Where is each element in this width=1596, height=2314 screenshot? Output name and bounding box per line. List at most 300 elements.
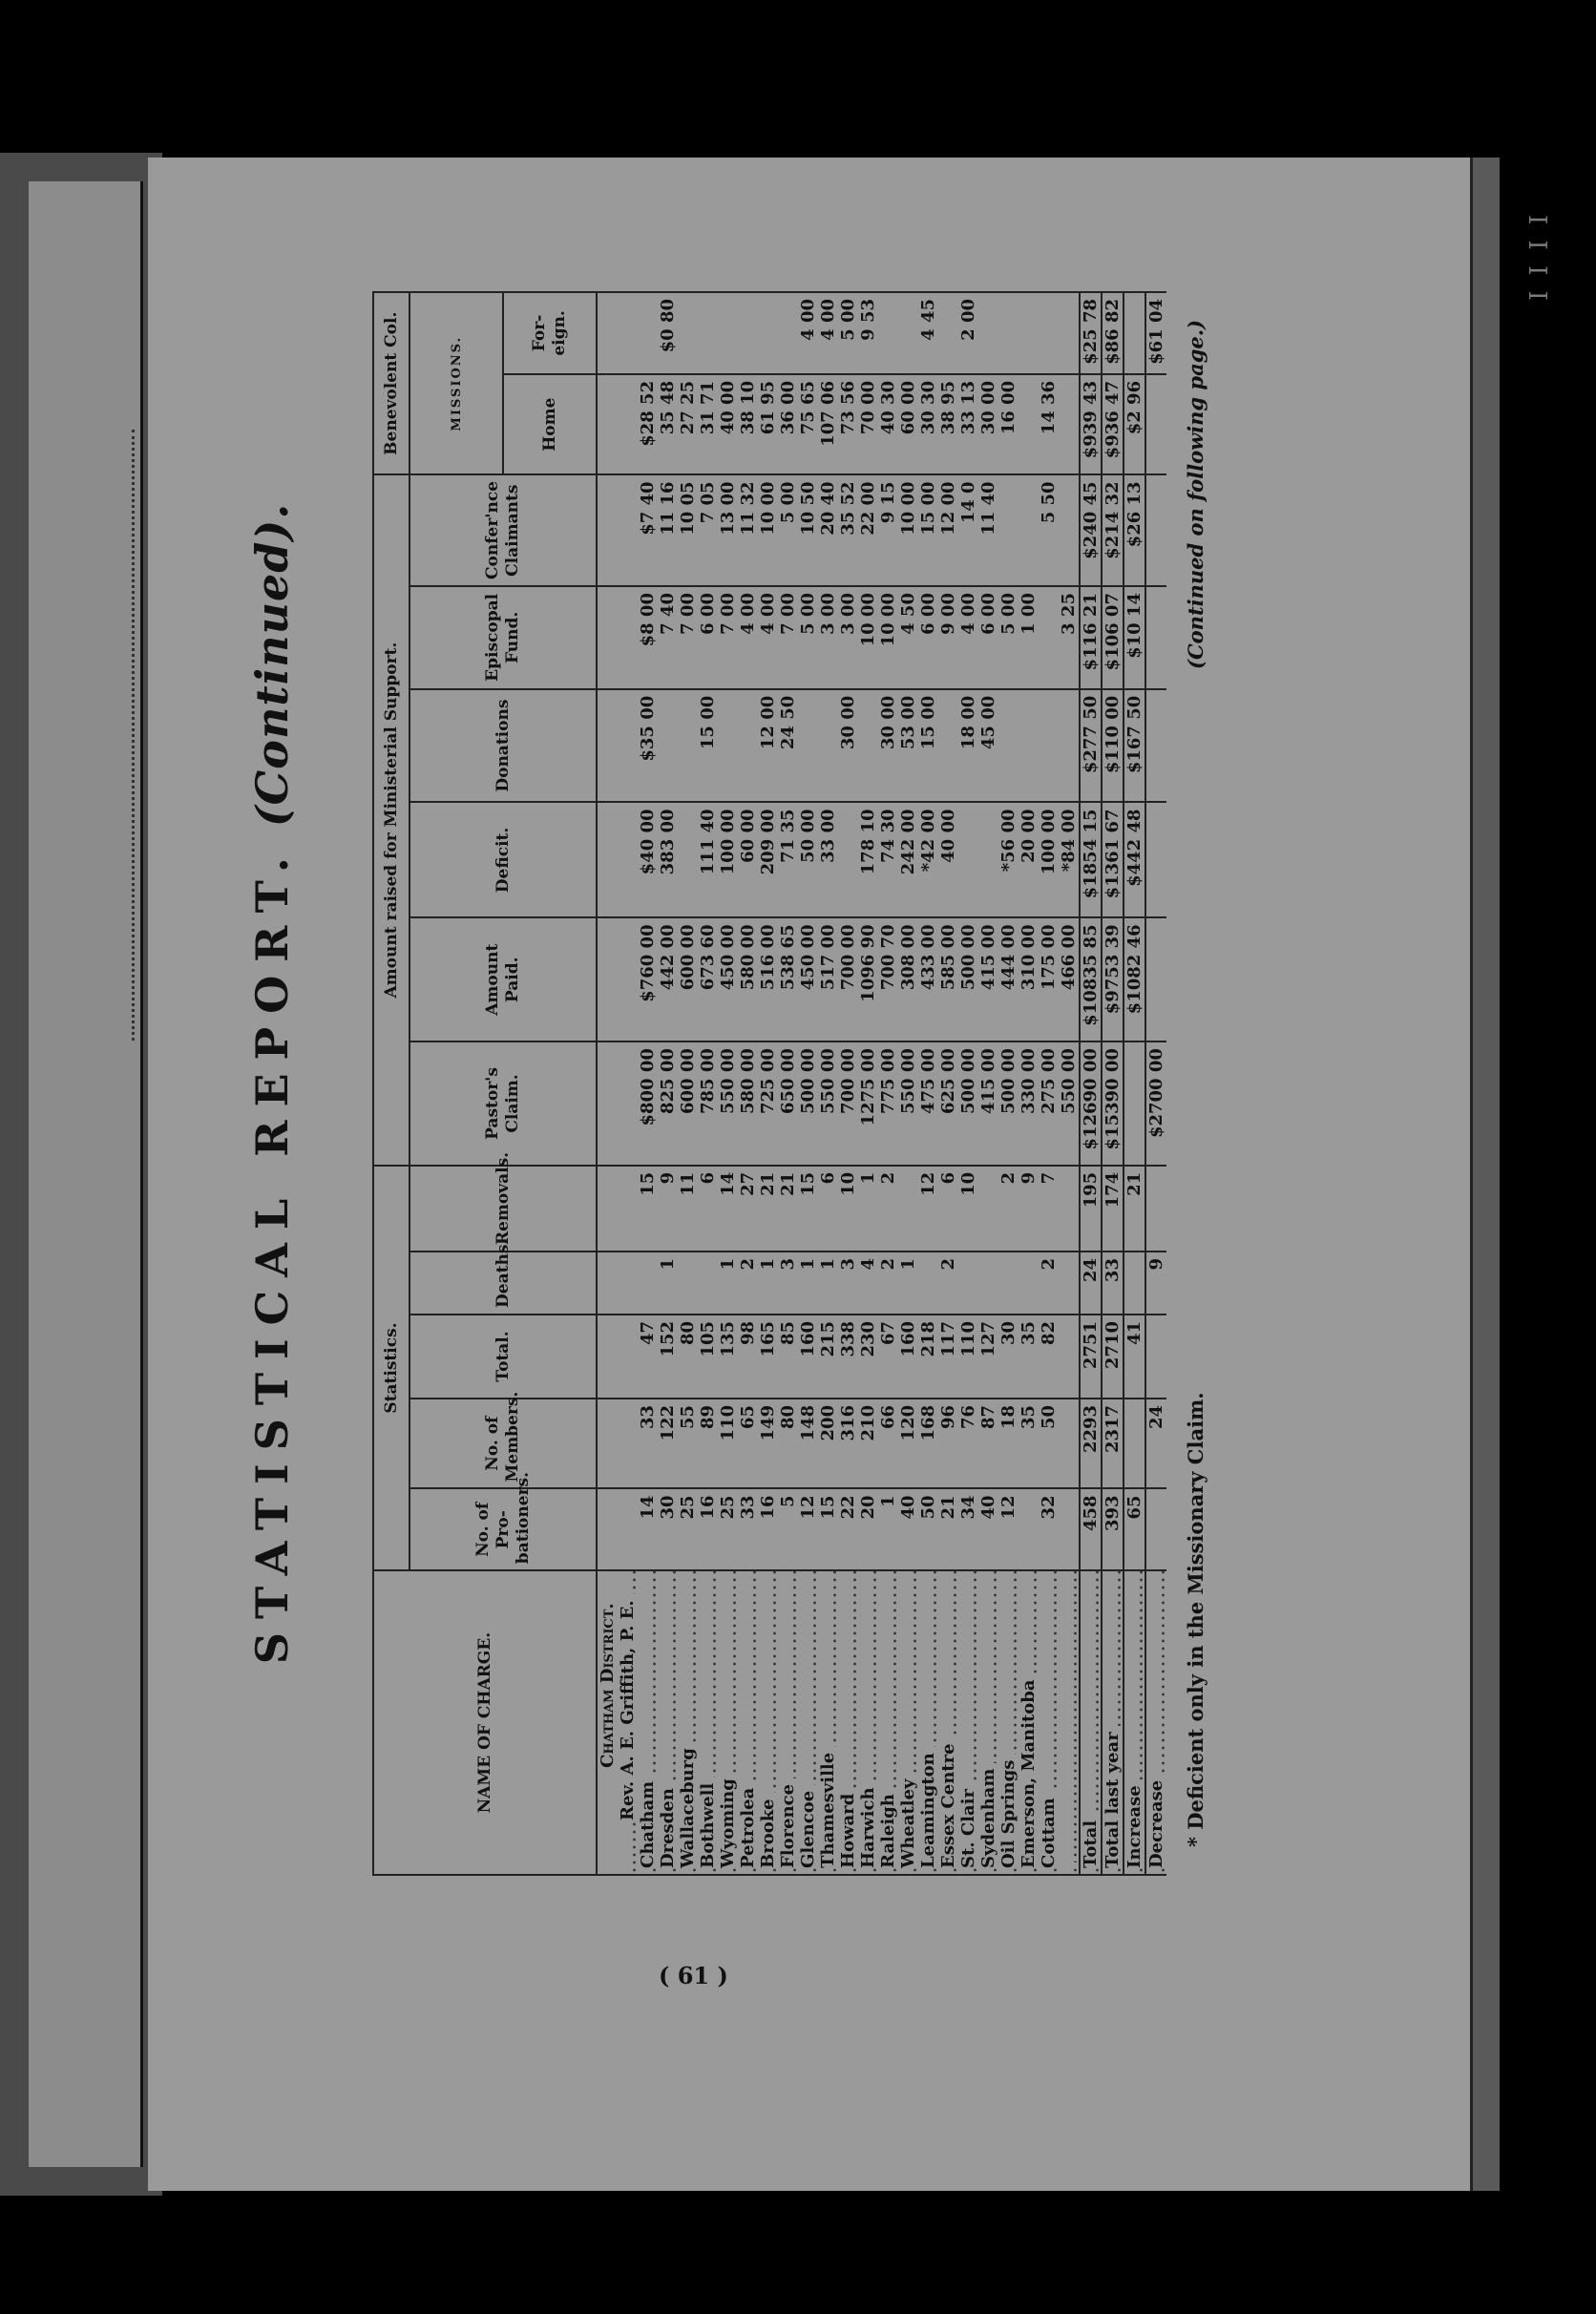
table-row [798, 292, 818, 1875]
cell-value: 14 36 [1039, 374, 1059, 475]
cell-value [618, 586, 638, 689]
cell-value [618, 1315, 638, 1399]
cell-value: 450 00 [718, 917, 738, 1041]
cell-value [1059, 1166, 1080, 1252]
cell-value: 316 [838, 1399, 858, 1489]
cell-value: 6 00 [698, 586, 718, 689]
charge-name-text: Total [1081, 1815, 1101, 1868]
cell-value: $1361 67 [1102, 802, 1124, 917]
cell-value [1145, 374, 1166, 475]
cell-value [1145, 1315, 1166, 1399]
report-title [229, 291, 315, 1876]
table-body [597, 292, 1166, 1875]
charge-name [758, 1570, 778, 1875]
cell-value [938, 292, 958, 374]
cell-value: 5 00 [998, 586, 1018, 689]
cell-value: 33 [738, 1488, 758, 1570]
cell-value: 625 00 [938, 1041, 958, 1166]
statistical-table [372, 291, 1166, 1876]
cell-value [618, 689, 638, 803]
cell-value: 122 [658, 1399, 678, 1489]
cell-value: $35 00 [638, 689, 658, 803]
cell-value: 16 [758, 1488, 778, 1570]
table-row [738, 292, 758, 1875]
cell-value [898, 292, 918, 374]
cell-value: 1 [758, 1252, 778, 1315]
charge-name [718, 1570, 738, 1875]
cell-value: 20 [858, 1488, 878, 1570]
cell-value: 50 [1039, 1399, 1059, 1489]
cell-value: 7 00 [678, 586, 698, 689]
charge-name-text: Wallaceburg [678, 1742, 698, 1868]
charge-name [1018, 1570, 1039, 1875]
cell-value: $12690 00 [1080, 1041, 1102, 1166]
cell-value [1059, 474, 1080, 586]
cell-value: 600 00 [678, 1041, 698, 1166]
cell-value: $167 50 [1124, 689, 1145, 803]
table-row [1018, 292, 1039, 1875]
cell-value: 71 35 [778, 802, 798, 917]
cell-value: 7 05 [698, 474, 718, 586]
cell-value: 14 [718, 1166, 738, 1252]
charge-name-text: Total last year [1102, 1726, 1123, 1868]
cell-value: 4 00 [738, 586, 758, 689]
cell-value: 2 [938, 1252, 958, 1315]
charge-name [738, 1570, 758, 1875]
cell-value: 433 00 [918, 917, 938, 1041]
cell-value: 550 00 [718, 1041, 738, 1166]
cell-value: 580 00 [738, 917, 758, 1041]
charge-name [597, 1570, 618, 1875]
charge-name-text: Florence [778, 1778, 798, 1868]
cell-value: 500 00 [798, 1041, 818, 1166]
cell-value: 98 [738, 1315, 758, 1399]
cell-value: 7 40 [658, 586, 678, 689]
cell-value: 195 [1080, 1166, 1102, 1252]
cell-value: 550 00 [1059, 1041, 1080, 1166]
cell-value [1039, 586, 1059, 689]
cell-value: 120 [898, 1399, 918, 1489]
cell-value [597, 1041, 618, 1166]
cell-value: 11 [678, 1166, 698, 1252]
cell-value: 25 [678, 1488, 698, 1570]
cell-value: $106 07 [1102, 586, 1124, 689]
cell-value: $240 45 [1080, 474, 1102, 586]
cell-value [1059, 1252, 1080, 1315]
cell-value [1145, 1166, 1166, 1252]
cell-value: 10 [958, 1166, 978, 1252]
cell-value: 89 [698, 1399, 718, 1489]
cell-value: 1 [658, 1252, 678, 1315]
table-row [878, 292, 898, 1875]
cell-value: 40 00 [938, 802, 958, 917]
cell-value: 6 00 [918, 586, 938, 689]
cell-value: 22 [838, 1488, 858, 1570]
cell-value: 500 00 [958, 917, 978, 1041]
cell-value: $2700 00 [1145, 1041, 1166, 1166]
cell-value: 30 00 [878, 689, 898, 803]
cell-value: 35 [1018, 1399, 1039, 1489]
charge-name-text: Rev. A. E. Griffith, P. E. [618, 1594, 638, 1820]
cell-value: 12 [798, 1488, 818, 1570]
charge-name-text: Raleigh [878, 1788, 898, 1868]
cell-value [998, 292, 1018, 374]
cell-value: 275 00 [1039, 1041, 1059, 1166]
cell-value: $0 80 [658, 292, 678, 374]
cell-value [1145, 917, 1166, 1041]
header-donations: Donations [410, 689, 597, 803]
cell-value [798, 689, 818, 803]
cell-value: $28 52 [638, 374, 658, 475]
cell-value: 82 [1039, 1315, 1059, 1399]
cell-value: 9 [1145, 1252, 1166, 1315]
charge-name [818, 1570, 838, 1875]
cell-value [698, 1252, 718, 1315]
cell-value: 330 00 [1018, 1041, 1039, 1166]
cell-value [597, 917, 618, 1041]
cell-value: 2 [878, 1166, 898, 1252]
cell-value [898, 1166, 918, 1252]
cell-value [678, 292, 698, 374]
left-page-paper [29, 181, 143, 2167]
cell-value: 4 00 [798, 292, 818, 374]
cell-value: *84 00 [1059, 802, 1080, 917]
table-row [1124, 292, 1145, 1875]
cell-value: 32 [1039, 1488, 1059, 1570]
table-row [818, 292, 838, 1875]
cell-value: 24 [1145, 1399, 1166, 1489]
cell-value [938, 689, 958, 803]
cell-value: 40 30 [878, 374, 898, 475]
cell-value: 76 [958, 1399, 978, 1489]
edge-marks: I I I I [1522, 215, 1551, 305]
cell-value: 218 [918, 1315, 938, 1399]
cell-value: 550 00 [818, 1041, 838, 1166]
cell-value: 65 [738, 1399, 758, 1489]
page-number: ( 61 ) [659, 1962, 728, 1989]
charge-name [958, 1570, 978, 1875]
cell-value: 2751 [1080, 1315, 1102, 1399]
cell-value: 1 [858, 1166, 878, 1252]
cell-value: $442 48 [1124, 802, 1145, 917]
cell-value: $26 13 [1124, 474, 1145, 586]
cell-value: 175 00 [1039, 917, 1059, 1041]
charge-name-text: St. Clair [958, 1783, 978, 1868]
cell-value: 500 00 [958, 1041, 978, 1166]
cell-value: 3 [778, 1252, 798, 1315]
cell-value [738, 292, 758, 374]
cell-value: 9 00 [938, 586, 958, 689]
cell-value: 9 [1018, 1166, 1039, 1252]
header-name: NAME OF CHARGE. [373, 1570, 597, 1875]
cell-value: 15 00 [918, 474, 938, 586]
cell-value: 393 [1102, 1488, 1124, 1570]
cell-value [858, 689, 878, 803]
cell-value: 18 00 [958, 689, 978, 803]
header-removals: Removals. [410, 1166, 597, 1252]
cell-value: 442 00 [658, 917, 678, 1041]
cell-value [618, 1488, 638, 1570]
cell-value: 110 [718, 1399, 738, 1489]
charge-name [938, 1570, 958, 1875]
cell-value [1018, 474, 1039, 586]
cell-value: $214 32 [1102, 474, 1124, 586]
footnote: * Deficient only in the Missionary Claim. [1184, 1392, 1208, 1847]
cell-value [1018, 1488, 1039, 1570]
charge-name-text: Sydenham [978, 1763, 998, 1868]
charge-name-text: Brooke [758, 1793, 778, 1868]
cell-value: 21 [938, 1488, 958, 1570]
header-probationers: No. of Pro-bationers. [410, 1488, 597, 1570]
cell-value: 148 [798, 1399, 818, 1489]
cell-value: 22 00 [858, 474, 878, 586]
cell-value [1124, 1252, 1145, 1315]
cell-value: 16 [698, 1488, 718, 1570]
cell-value: 12 [918, 1166, 938, 1252]
cell-value: 74 30 [878, 802, 898, 917]
cell-value [1039, 292, 1059, 374]
cell-value: 34 [958, 1488, 978, 1570]
charge-name [658, 1570, 678, 1875]
cell-value: 242 00 [898, 802, 918, 917]
cell-value: 160 [898, 1315, 918, 1399]
cell-value [978, 1166, 998, 1252]
cell-value: *42 00 [918, 802, 938, 917]
charge-name [858, 1570, 878, 1875]
cell-value: 3 25 [1059, 586, 1080, 689]
cell-value: 127 [978, 1315, 998, 1399]
cell-value: 73 56 [838, 374, 858, 475]
cell-value: 10 00 [758, 474, 778, 586]
cell-value: 673 60 [698, 917, 718, 1041]
cell-value: $8 00 [638, 586, 658, 689]
table-row [698, 292, 718, 1875]
cell-value: 18 [998, 1399, 1018, 1489]
header-statistics: Statistics. [373, 1166, 410, 1570]
cell-value [618, 802, 638, 917]
cell-value: 3 [838, 1252, 858, 1315]
cell-value: 6 00 [978, 586, 998, 689]
table-row [1102, 292, 1124, 1875]
cell-value: 100 00 [718, 802, 738, 917]
table-row [1080, 292, 1102, 1875]
cell-value [1059, 374, 1080, 475]
cell-value: 466 00 [1059, 917, 1080, 1041]
cell-value: 725 00 [758, 1041, 778, 1166]
charge-name-text: Cottam [1039, 1792, 1059, 1868]
cell-value: 65 [1124, 1488, 1145, 1570]
cell-value: 10 00 [858, 586, 878, 689]
cell-value [618, 374, 638, 475]
table-row [678, 292, 698, 1875]
cell-value: $800 00 [638, 1041, 658, 1166]
cell-value: 14 [638, 1488, 658, 1570]
cell-value [998, 689, 1018, 803]
cell-value: 444 00 [998, 917, 1018, 1041]
cell-value [1059, 1399, 1080, 1489]
cell-value [978, 802, 998, 917]
cell-value: 1 [898, 1252, 918, 1315]
charge-name [918, 1570, 938, 1875]
cell-value [597, 1315, 618, 1399]
charge-name [678, 1570, 698, 1875]
table-row [918, 292, 938, 1875]
cell-value: 700 70 [878, 917, 898, 1041]
cell-value: 33 13 [958, 374, 978, 475]
header-total: Total. [410, 1315, 597, 1399]
cell-value [1124, 1041, 1145, 1166]
cell-value: $2 96 [1124, 374, 1145, 475]
cell-value [978, 292, 998, 374]
cell-value: 13 00 [718, 474, 738, 586]
cell-value: 700 00 [838, 1041, 858, 1166]
cell-value: 6 [818, 1166, 838, 1252]
charge-name-text: Essex Centre [938, 1737, 958, 1868]
cell-value: 41 [1124, 1315, 1145, 1399]
charge-name-text: Chatham [638, 1776, 658, 1868]
cell-value: 650 00 [778, 1041, 798, 1166]
cell-value [1018, 374, 1039, 475]
cell-value: 87 [978, 1399, 998, 1489]
cell-value: $760 00 [638, 917, 658, 1041]
charge-name-text: Thamesville [818, 1747, 838, 1868]
charge-name [998, 1570, 1018, 1875]
title-continued: (Continued). [246, 502, 298, 828]
charge-name-text: Wheatley [898, 1774, 918, 1868]
charge-name-text: Leamington [918, 1747, 938, 1868]
cell-value: 2 [738, 1252, 758, 1315]
cell-value [1018, 292, 1039, 374]
cell-value: 117 [938, 1315, 958, 1399]
cell-value: $25 78 [1080, 292, 1102, 374]
cell-value: 1 [818, 1252, 838, 1315]
charge-name [898, 1570, 918, 1875]
cell-value: 12 [998, 1488, 1018, 1570]
charge-name [798, 1570, 818, 1875]
cell-value: 11 16 [658, 474, 678, 586]
cell-value: 10 00 [898, 474, 918, 586]
table-row [838, 292, 858, 1875]
cell-value: 7 00 [778, 586, 798, 689]
rotated-report [229, 291, 1241, 1876]
table-row [597, 292, 618, 1875]
charge-name-text: Petrolea [738, 1782, 758, 1868]
charge-name-text: Increase [1124, 1779, 1144, 1868]
cell-value: 85 [778, 1315, 798, 1399]
cell-value [618, 474, 638, 586]
cell-value: 27 [738, 1166, 758, 1252]
cell-value [597, 1488, 618, 1570]
cell-value: 80 [678, 1315, 698, 1399]
cell-value: $110 00 [1102, 689, 1124, 803]
cell-value [618, 1399, 638, 1489]
charge-name-text: Howard [838, 1788, 858, 1868]
cell-value: 38 10 [738, 374, 758, 475]
cell-value [1145, 474, 1166, 586]
cell-value: 550 00 [898, 1041, 918, 1166]
cell-value: 100 00 [1039, 802, 1059, 917]
cell-value: 1 00 [1018, 586, 1039, 689]
cell-value: 47 [638, 1315, 658, 1399]
cell-value: 35 [1018, 1315, 1039, 1399]
cell-value: 415 00 [978, 917, 998, 1041]
cell-value: 38 95 [938, 374, 958, 475]
cell-value [978, 1252, 998, 1315]
cell-value: 111 40 [698, 802, 718, 917]
cell-value: 135 [718, 1315, 738, 1399]
cell-value: 174 [1102, 1166, 1124, 1252]
cell-value: 450 00 [798, 917, 818, 1041]
cell-value: 517 00 [818, 917, 838, 1041]
cell-value: 61 95 [758, 374, 778, 475]
cell-value [1145, 802, 1166, 917]
charge-name [618, 1570, 638, 1875]
cell-value: 2 [998, 1166, 1018, 1252]
cell-value: 1 [798, 1252, 818, 1315]
cell-value [1145, 1488, 1166, 1570]
cell-value: 15 [638, 1166, 658, 1252]
charge-name [1059, 1570, 1080, 1875]
cell-value [638, 292, 658, 374]
table-row [978, 292, 998, 1875]
cell-value: 30 00 [978, 374, 998, 475]
cell-value: 12 00 [938, 474, 958, 586]
cell-value: 7 [1039, 1166, 1059, 1252]
cell-value [738, 689, 758, 803]
cell-value: $86 82 [1102, 292, 1124, 374]
cell-value: 45 00 [978, 689, 998, 803]
cell-value: $9753 39 [1102, 917, 1124, 1041]
cell-value: 33 [1102, 1252, 1124, 1315]
title-text: STATISTICAL REPORT. [246, 844, 298, 1665]
cell-value: $277 50 [1080, 689, 1102, 803]
page-gutter [1470, 158, 1500, 2191]
cell-value [618, 917, 638, 1041]
cell-value: $61 04 [1145, 292, 1166, 374]
cell-value [597, 374, 618, 475]
cell-value [618, 1041, 638, 1166]
cell-value: 15 [818, 1488, 838, 1570]
cell-value [1059, 1315, 1080, 1399]
continued-note: (Continued on following page.) [1184, 320, 1208, 669]
table-row [1039, 292, 1059, 1875]
charge-name [638, 1570, 658, 1875]
cell-value: 500 00 [998, 1041, 1018, 1166]
table-row [758, 292, 778, 1875]
cell-value [778, 292, 798, 374]
cell-value [1059, 1488, 1080, 1570]
cell-value [618, 1252, 638, 1315]
cell-value: 60 00 [898, 374, 918, 475]
charge-name [698, 1570, 718, 1875]
cell-value: 21 [758, 1166, 778, 1252]
cell-value [1018, 1252, 1039, 1315]
cell-value: 30 30 [918, 374, 938, 475]
cell-value [678, 802, 698, 917]
cell-value: 1 [718, 1252, 738, 1315]
cell-value: 538 65 [778, 917, 798, 1041]
cell-value [597, 586, 618, 689]
table-row [1145, 292, 1166, 1875]
cell-value: 5 00 [778, 474, 798, 586]
charge-name [1102, 1570, 1124, 1875]
cell-value: 21 [1124, 1166, 1145, 1252]
cell-value: 209 00 [758, 802, 778, 917]
cell-value [597, 292, 618, 374]
cell-value: 36 00 [778, 374, 798, 475]
cell-value: 4 50 [898, 586, 918, 689]
cell-value: 4 00 [818, 292, 838, 374]
